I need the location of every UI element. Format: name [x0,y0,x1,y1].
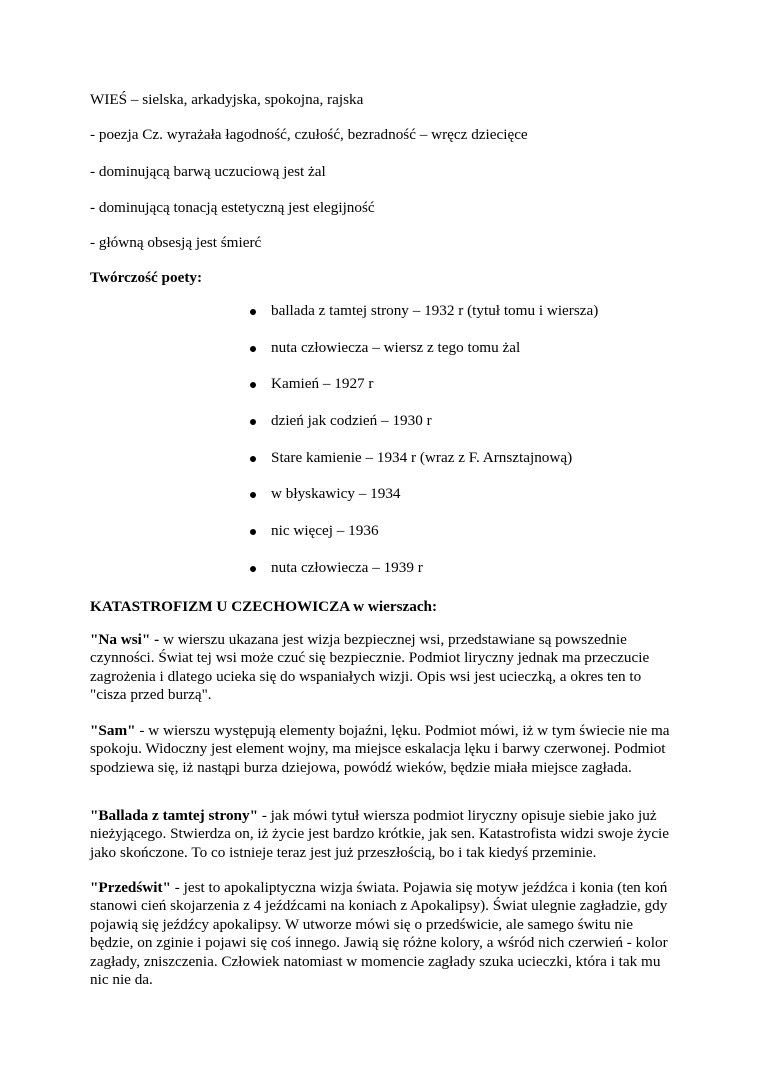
intro-heading: WIEŚ – sielska, arkadyjska, spokojna, rajska [90,91,364,108]
list-item [250,339,598,376]
intro-point: - dominującą tonacją estetyczną jest elegijność [90,199,375,216]
list-item-text: dzień jak codzień – 1930 r [271,412,432,430]
list-item-text: nuta człowiecza – wiersz z tego tomu żal [271,338,521,356]
list-item [250,559,598,596]
poem-paragraph [90,807,678,862]
bullet-icon [250,346,256,352]
bullet-icon [250,382,256,388]
bullet-icon [250,419,256,425]
list-item-text: Stare kamienie – 1934 r (wraz z F. Arnsztajnową) [271,448,573,466]
list-item [250,449,598,486]
list-item [250,485,598,522]
poem-text: - w wierszu występują elementy bojaźni, lęku. Podmiot mówi, iż w tym świecie nie ma spokoju. Widoczny jest element wojny, ma miejsce eskalacja lęku i barwy czerwonej. Podmiot spodziewa się, iż nastąpi burza dziejowa, powódź wieków, będzie miała miejsce zagłada. [90,722,670,776]
works-list [250,302,598,596]
list-item-text: Kamień – 1927 r [271,375,374,393]
poem-title: "Na wsi" - [90,631,160,648]
catastrophism-heading: KATASTROFIZM U CZECHOWICZA w wierszach: [90,598,438,615]
poem-paragraph [90,631,678,705]
list-item [250,375,598,412]
poem-title: "Ballada z tamtej strony" [90,807,259,824]
intro-point: - poezja Cz. wyrażała łagodność, czułość, bezradność – wręcz dziecięce [90,126,528,143]
bullet-icon [250,456,256,462]
bullet-icon [250,309,256,315]
poem-paragraph [90,722,678,777]
intro-point: - dominującą barwą uczuciową jest żal [90,163,326,180]
list-item-text: nic więcej – 1936 [271,522,379,540]
bullet-icon [250,529,256,535]
list-item-text: nuta człowiecza – 1939 r [271,558,423,576]
bullet-icon [250,566,256,572]
poem-text: - jest to apokaliptyczna wizja świata. Pojawia się motyw jeźdźca i konia (ten koń stanowi cień skojarzenia z 4 jeźdźcami na koniach z Apokalipsy). Świat ulegnie zagładzie, gdy pojawią się jeźdźcy apokalipsy. W utworze mówi się o przedświcie, ale samego świtu nie będzie, on zginie i pojawi się coś innego. Jawią się różne kolory, a wśród nich czerwień - kolor zagłady, zniszczenia. Człowiek natomiast w momencie zagłady szuka ucieczki, która i tak mu nic nie da. [90,879,668,989]
bullet-icon [250,492,256,498]
works-heading: Twórczość poety: [90,269,203,286]
list-item [250,522,598,559]
poem-title: "Sam" [90,722,136,739]
list-item [250,412,598,449]
intro-point: - główną obsesją jest śmierć [90,234,262,251]
poem-text: w wierszu ukazana jest wizja bezpiecznej wsi, przedstawiane są powszednie czynności. Świat tej wsi może czuć się bezpiecznie. Podmiot liryczny jednak ma przeczucie zagrożenia i dlatego ucieka się do wspaniałych wizji. Opis wsi jest ucieczką, a okres ten to "cisza przed burzą". [90,631,650,704]
list-item-text: ballada z tamtej strony – 1932 r (tytuł tomu i wiersza) [271,302,599,319]
poem-title: "Przedświt" [90,879,171,896]
list-item [250,302,598,339]
poem-paragraph [90,879,678,989]
poem-text: - jak mówi tytuł wiersza podmiot liryczny opisuje siebie jako już nieżyjącego. Stwierdza on, iż życie jest bardzo krótkie, jak sen. Katastrofista widzi swoje życie jako skończone. To co istnieje teraz jest już przeszłością, bo i tak kiedyś przeminie. [90,807,670,861]
list-item-text: w błyskawicy – 1934 [271,485,401,503]
